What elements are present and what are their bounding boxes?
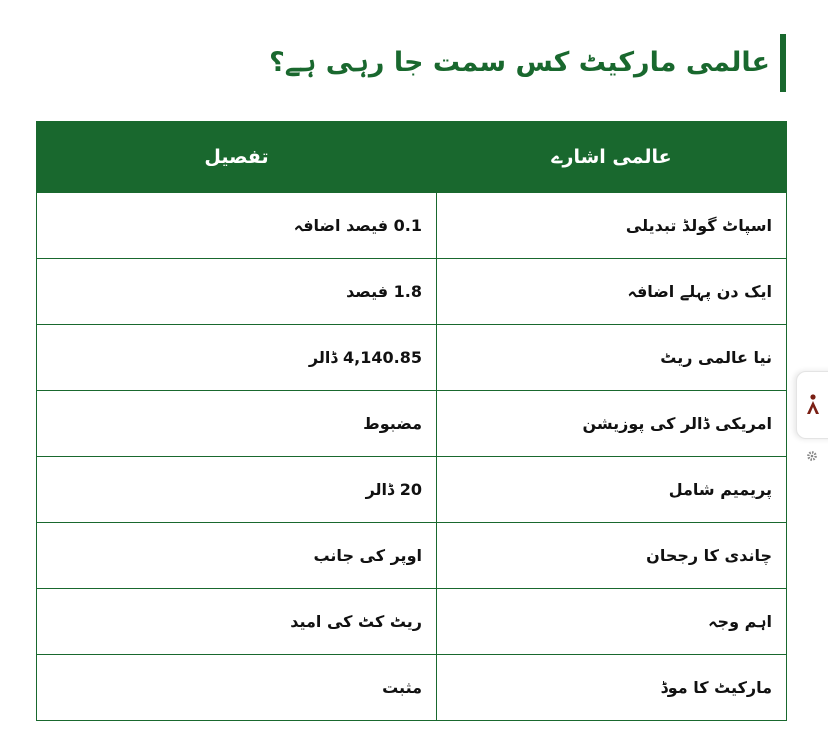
detail-cell: 4,140.85 ڈالر — [37, 325, 437, 391]
heading-accent-bar — [780, 34, 786, 92]
detail-cell: 0.1 فیصد اضافہ — [37, 193, 437, 259]
table-row — [37, 391, 787, 457]
detail-cell: مضبوط — [37, 391, 437, 457]
indicator-cell: چاندی کا رجحان — [437, 523, 787, 589]
table-row — [37, 655, 787, 721]
table-row — [37, 259, 787, 325]
column-header-indicator: عالمی اشارے — [437, 122, 787, 193]
detail-cell: مثبت — [37, 655, 437, 721]
table-row — [37, 457, 787, 523]
detail-cell: اوپر کی جانب — [37, 523, 437, 589]
indicator-cell: پریمیم شامل — [437, 457, 787, 523]
column-header-detail: تفصیل — [37, 122, 437, 193]
gear-icon[interactable] — [804, 448, 820, 464]
person-hiking-icon — [805, 394, 821, 416]
detail-cell: 20 ڈالر — [37, 457, 437, 523]
detail-cell: 1.8 فیصد — [37, 259, 437, 325]
side-widget-tab[interactable] — [796, 371, 828, 439]
table-row — [37, 589, 787, 655]
heading-text: عالمی مارکیٹ کس سمت جا رہی ہے؟ — [269, 47, 770, 78]
indicator-cell: اہم وجہ — [437, 589, 787, 655]
table-row — [37, 523, 787, 589]
indicator-cell: نیا عالمی ریٹ — [437, 325, 787, 391]
detail-cell: ریٹ کٹ کی امید — [37, 589, 437, 655]
table-row — [37, 325, 787, 391]
indicator-cell: ایک دن پہلے اضافہ — [437, 259, 787, 325]
table-header-row — [37, 122, 787, 193]
article-heading — [269, 34, 786, 92]
indicator-cell: اسپاٹ گولڈ تبدیلی — [437, 193, 787, 259]
indicator-cell: مارکیٹ کا موڈ — [437, 655, 787, 721]
table-row — [37, 193, 787, 259]
market-indicators-table — [36, 121, 787, 721]
indicator-cell: امریکی ڈالر کی پوزیشن — [437, 391, 787, 457]
